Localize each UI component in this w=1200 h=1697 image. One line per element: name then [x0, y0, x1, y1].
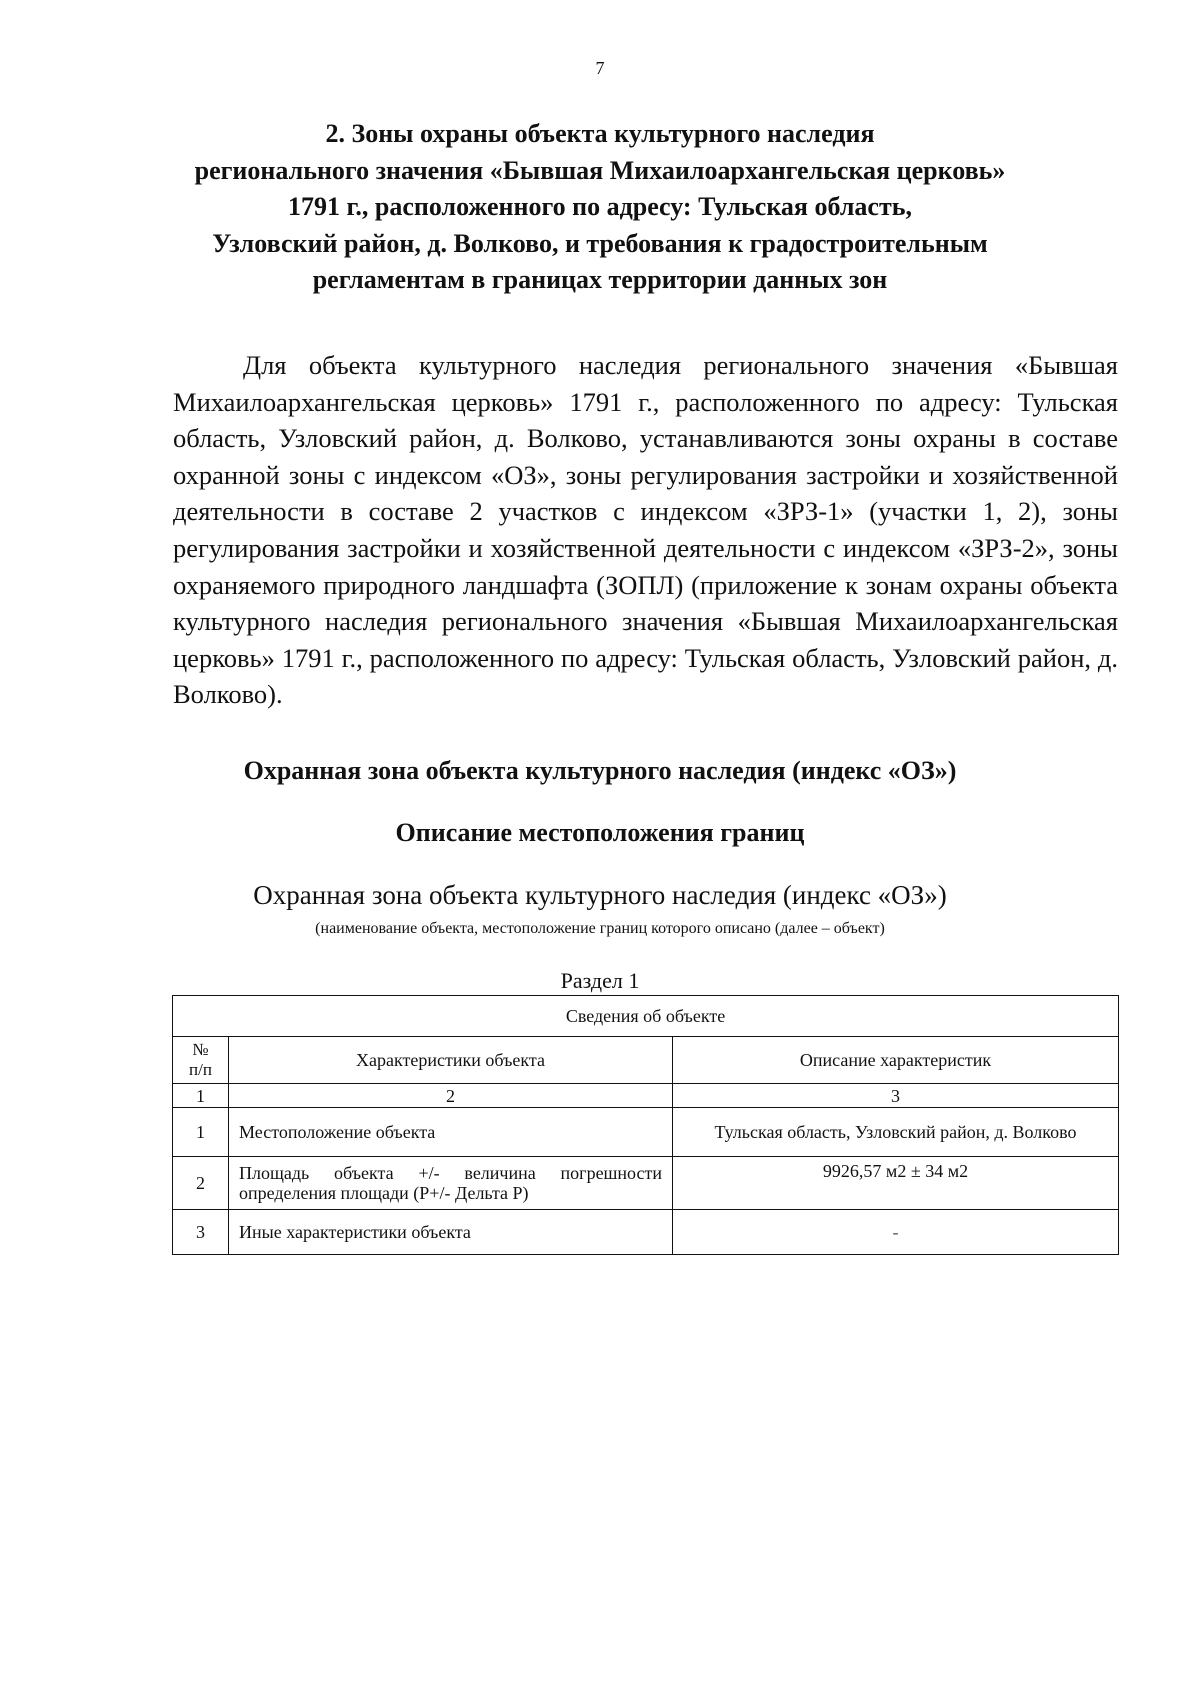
boundary-heading: Описание местоположения границ: [395, 818, 805, 847]
object-name: [0, 880, 1200, 911]
index-cell: 3: [673, 1084, 1119, 1108]
section-label: Раздел 1: [560, 968, 640, 993]
table-index-row: [173, 1084, 1119, 1108]
header-number: [173, 1037, 229, 1084]
object-caption: (наименование объекта, местоположение границ которого описано (далее – объект): [315, 920, 885, 937]
row-description: Тульская область, Узловский район, д. Волково: [673, 1108, 1119, 1157]
table-caption: Сведения об объекте: [173, 996, 1119, 1037]
intro-paragraph: Для объекта культурного наследия регионального значения «Бывшая Михаилоархангельская церковь» 1791 г., расположенного по адресу: Тульская область, Узловский район, д. Волково, устанавливаются зоны охраны в составе охранной зоны с индексом «ОЗ», зоны регулирования застройки и хозяйственной деятельности в составе 2 участков с индексом «ЗРЗ-1» (участки 1, 2), зоны регулирования застройки и хозяйственной деятельности с индексом «ЗРЗ-2», зоны охраняемого природного ландшафта (ЗОПЛ) (приложение к зонам охраны объекта культурного наследия регионального значения «Бывшая Михаилоархангельская церковь» 1791 г., расположенного по адресу: Тульская область, Узловский район, д. Волково).: [173, 350, 1118, 710]
table-row: [173, 1210, 1119, 1255]
table-caption-row: [173, 996, 1119, 1037]
header-description: Описание характеристик: [673, 1037, 1119, 1084]
section-title-line: 2. Зоны охраны объекта культурного наследия: [325, 119, 875, 148]
table-row: [173, 1108, 1119, 1157]
object-name-text: Охранная зона объекта культурного наследия (индекс «ОЗ»): [253, 880, 947, 910]
row-characteristic: Местоположение объекта: [229, 1108, 673, 1157]
table-row: [173, 1157, 1119, 1210]
row-number: 1: [173, 1108, 229, 1157]
header-characteristics: Характеристики объекта: [229, 1037, 673, 1084]
section-title-line: Узловский район, д. Волково, и требования к градостроительным: [212, 228, 988, 258]
zone-heading: Охранная зона объекта культурного наследия (индекс «ОЗ»): [243, 756, 957, 785]
section-title-line: регламентам в границах территории данных зон: [312, 265, 888, 294]
section-title-line: 1791 г., расположенного по адресу: Тульская область,: [287, 192, 912, 221]
index-cell: 1: [173, 1084, 229, 1108]
header-number-line1: №: [192, 1040, 209, 1059]
row-description: 9926,57 м2 ± 34 м2: [673, 1157, 1119, 1210]
section-title-line: регионального значения «Бывшая Михаилоархангельская церковь»: [194, 155, 1006, 185]
section-title: [150, 116, 1050, 299]
row-characteristic: Иные характеристики объекта: [229, 1210, 673, 1255]
row-description: -: [673, 1210, 1119, 1255]
page-number: 7: [595, 58, 605, 78]
row-number: 2: [173, 1157, 229, 1210]
header-number-line2: п/п: [189, 1060, 212, 1079]
row-number: 3: [173, 1210, 229, 1255]
row-characteristic: Площадь объекта +/- величина погрешности определения площади (Р+/- Дельта Р): [229, 1157, 673, 1210]
object-info-table: [172, 995, 1119, 1255]
table-header-row: [173, 1037, 1119, 1084]
index-cell: 2: [229, 1084, 673, 1108]
